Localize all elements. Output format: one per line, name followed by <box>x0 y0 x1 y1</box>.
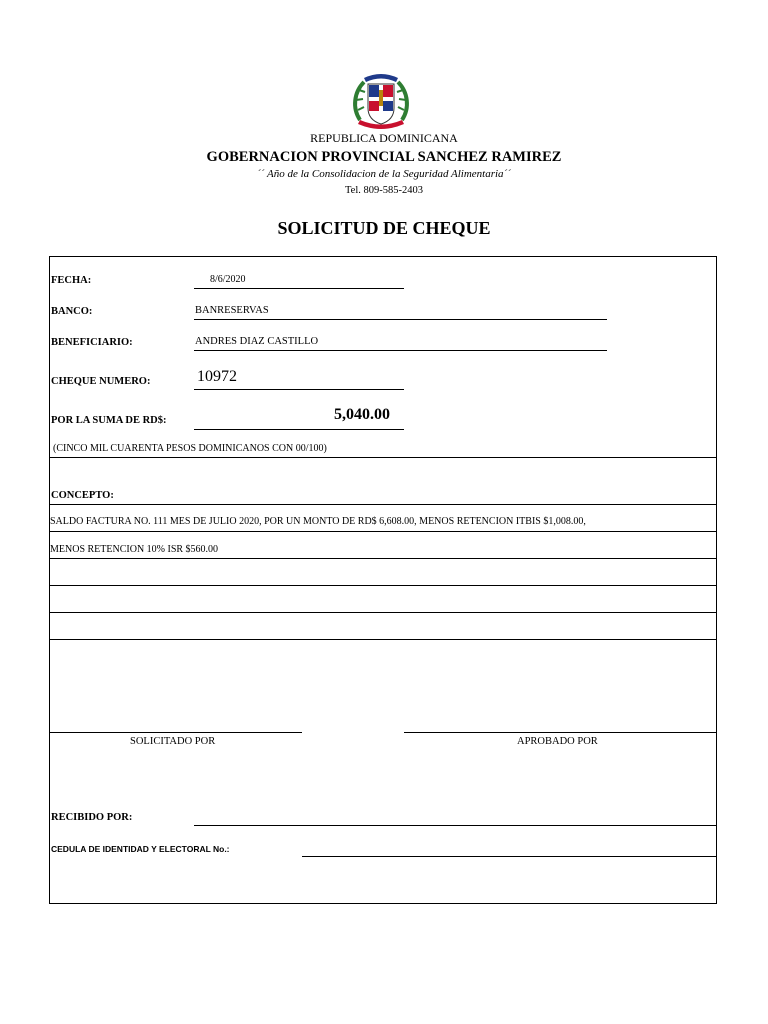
office-name: GOBERNACION PROVINCIAL SANCHEZ RAMIREZ <box>206 149 562 165</box>
row-divider <box>49 457 717 458</box>
concepto-line-2: MENOS RETENCION 10% ISR $560.00 <box>50 544 219 555</box>
suma-value: 5,040.00 <box>334 406 390 423</box>
row-divider <box>49 612 717 613</box>
concepto-line-1: SALDO FACTURA NO. 111 MES DE JULIO 2020, POR UN MONTO DE RD$ 6,608.00, MENOS RETENCION ITBIS $1,008.00, <box>50 516 586 527</box>
coat-of-arms-icon <box>350 70 412 134</box>
beneficiario-label: BENEFICIARIO: <box>51 337 133 348</box>
motto: ´´ Año de la Consolidacion de la Seguridad Alimentaria´´ <box>257 168 511 180</box>
cheque-underline <box>194 389 404 390</box>
row-divider <box>49 531 717 532</box>
fecha-underline <box>194 288 404 289</box>
row-divider <box>49 585 717 586</box>
aprobado-por-label: APROBADO POR <box>517 736 598 747</box>
row-divider <box>49 558 717 559</box>
page-title: SOLICITUD DE CHEQUE <box>277 218 491 238</box>
country-name: REPUBLICA DOMINICANA <box>310 131 458 145</box>
cheque-numero-label: CHEQUE NUMERO: <box>51 376 151 387</box>
row-divider <box>49 639 717 640</box>
phone: Tel. 809-585-2403 <box>344 185 423 196</box>
beneficiario-value: ANDRES DIAZ CASTILLO <box>195 336 319 347</box>
recibido-underline <box>194 825 717 826</box>
concepto-label: CONCEPTO: <box>51 490 114 501</box>
solicitado-signature-line <box>49 732 302 733</box>
banco-underline <box>194 319 607 320</box>
suma-label: POR LA SUMA DE RD$: <box>51 415 167 426</box>
banco-label: BANCO: <box>51 306 93 317</box>
suma-in-words: (CINCO MIL CUARENTA PESOS DOMINICANOS CON 00/100) <box>53 443 327 454</box>
fecha-label: FECHA: <box>51 275 92 286</box>
cedula-underline <box>302 856 717 857</box>
cheque-numero-value: 10972 <box>197 368 237 385</box>
banco-value: BANRESERVAS <box>195 305 269 316</box>
solicitado-por-label: SOLICITADO POR <box>130 736 216 747</box>
suma-underline <box>194 429 404 430</box>
form-box <box>49 256 717 904</box>
cedula-label: CEDULA DE IDENTIDAD Y ELECTORAL No.: <box>51 844 230 854</box>
aprobado-signature-line <box>404 732 717 733</box>
beneficiario-underline <box>194 350 607 351</box>
fecha-value: 8/6/2020 <box>210 274 246 285</box>
row-divider <box>49 504 717 505</box>
recibido-por-label: RECIBIDO POR: <box>51 812 133 823</box>
